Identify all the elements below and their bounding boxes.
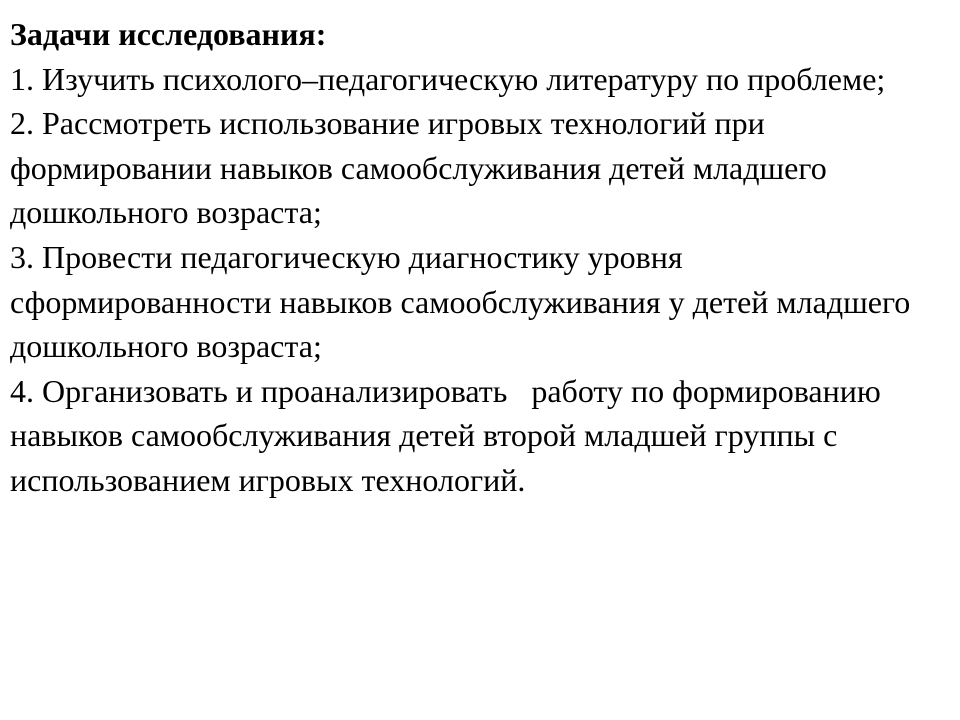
task-text: 3. Провести педагогическую диагностику уровня сформированности навыков самообслуживания у детей младшего дошкольного возраста; [10, 238, 919, 365]
task-item-4 [10, 369, 945, 503]
task-text: 1. Изучить психолого–педагогическую литературу по проблеме; [10, 60, 886, 97]
slide-content [10, 12, 945, 503]
task-text: 4. Организовать и проанализировать работу по формированию навыков самообслуживания детей второй младшей группы с использованием игровых технологий. [10, 372, 889, 498]
task-item-2 [10, 101, 945, 235]
task-item-3 [10, 235, 945, 369]
task-item-1 [10, 57, 945, 102]
task-text: 2. Рассмотреть использование игровых технологий при формировании навыков самообслуживания детей младшего дошкольного возраста; [10, 105, 835, 231]
slide-heading: Задачи исследования: [10, 16, 327, 52]
